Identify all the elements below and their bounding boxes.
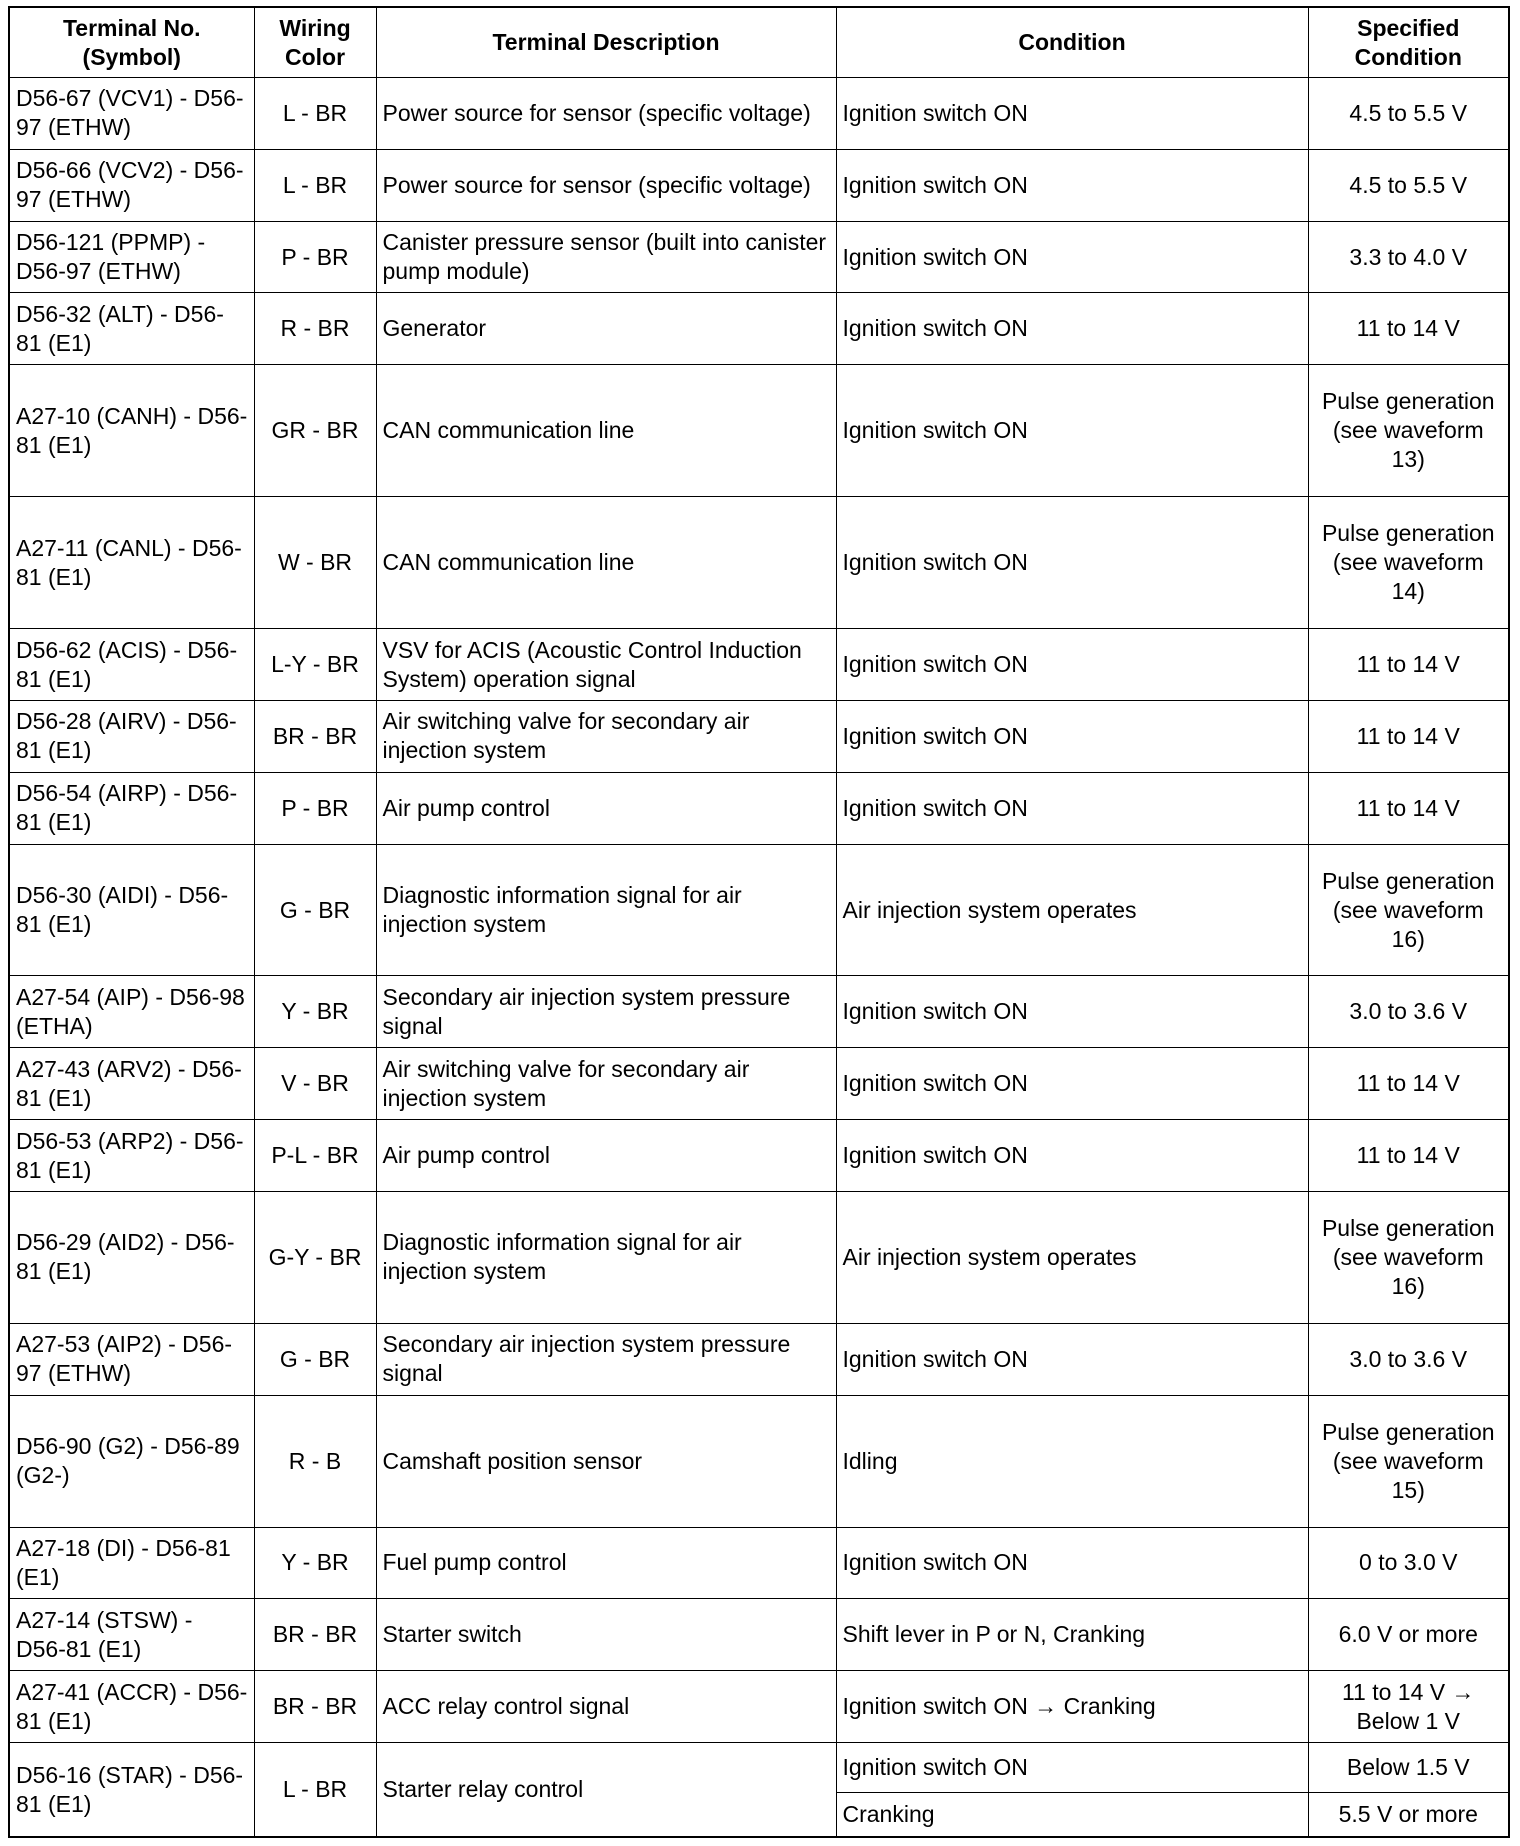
cell-wiring: G-Y - BR (254, 1191, 376, 1323)
cell-description: Canister pressure sensor (built into canister pump module) (376, 221, 836, 293)
cell-wiring: L - BR (254, 78, 376, 150)
cell-wiring: P - BR (254, 221, 376, 293)
cell-wiring: R - BR (254, 293, 376, 365)
cell-specified: Pulse generation (see waveform 15) (1308, 1395, 1509, 1527)
table-row (9, 1323, 1509, 1395)
header-description: Terminal Description (376, 7, 836, 78)
cell-terminal: A27-18 (DI) - D56-81 (E1) (9, 1527, 254, 1599)
table-row (9, 1599, 1509, 1671)
cell-description: Secondary air injection system pressure signal (376, 1323, 836, 1395)
cell-condition: Ignition switch ON (836, 976, 1308, 1048)
cell-description: Generator (376, 293, 836, 365)
table-row (9, 149, 1509, 221)
cell-description: CAN communication line (376, 365, 836, 497)
cell-specified: 11 to 14 V (1308, 293, 1509, 365)
cell-condition: Ignition switch ON → Cranking (836, 1671, 1308, 1743)
cell-specified: Pulse generation (see waveform 14) (1308, 497, 1509, 629)
cell-terminal: D56-29 (AID2) - D56-81 (E1) (9, 1191, 254, 1323)
cell-specified: 11 to 14 V (1308, 772, 1509, 844)
cell-wiring: P - BR (254, 772, 376, 844)
cell-description: Power source for sensor (specific voltage) (376, 149, 836, 221)
cell-condition: Cranking (836, 1792, 1308, 1837)
cell-condition: Ignition switch ON (836, 221, 1308, 293)
cell-terminal: A27-10 (CANH) - D56-81 (E1) (9, 365, 254, 497)
cell-wiring: Y - BR (254, 976, 376, 1048)
cell-specified: 4.5 to 5.5 V (1308, 78, 1509, 150)
cell-terminal: D56-67 (VCV1) - D56-97 (ETHW) (9, 78, 254, 150)
table-row (9, 1191, 1509, 1323)
cell-specified: 11 to 14 V (1308, 1120, 1509, 1192)
cell-wiring: BR - BR (254, 1671, 376, 1743)
cell-specified: 11 to 14 V (1308, 700, 1509, 772)
cell-description: Starter switch (376, 1599, 836, 1671)
cell-condition: Ignition switch ON (836, 772, 1308, 844)
table-row (9, 700, 1509, 772)
cell-description: Power source for sensor (specific voltage) (376, 78, 836, 150)
cell-condition: Ignition switch ON (836, 365, 1308, 497)
header-wiring: Wiring Color (254, 7, 376, 78)
cell-terminal: A27-54 (AIP) - D56-98 (ETHA) (9, 976, 254, 1048)
cell-wiring: G - BR (254, 1323, 376, 1395)
cell-condition: Ignition switch ON (836, 78, 1308, 150)
cell-description: Fuel pump control (376, 1527, 836, 1599)
cell-condition: Ignition switch ON (836, 1323, 1308, 1395)
cell-terminal: A27-11 (CANL) - D56-81 (E1) (9, 497, 254, 629)
terminal-table (8, 6, 1510, 1838)
cell-specified: 3.3 to 4.0 V (1308, 221, 1509, 293)
table-body (9, 78, 1509, 1838)
cell-wiring: Y - BR (254, 1527, 376, 1599)
header-terminal: Terminal No. (Symbol) (9, 7, 254, 78)
cell-description: Air switching valve for secondary air injection system (376, 700, 836, 772)
cell-terminal: A27-53 (AIP2) - D56-97 (ETHW) (9, 1323, 254, 1395)
cell-specified: Pulse generation (see waveform 16) (1308, 1191, 1509, 1323)
cell-description: Starter relay control (376, 1743, 836, 1837)
cell-condition: Ignition switch ON (836, 700, 1308, 772)
cell-condition: Ignition switch ON (836, 1527, 1308, 1599)
cell-wiring: L - BR (254, 1743, 376, 1837)
cell-condition: Air injection system operates (836, 844, 1308, 976)
cell-description: Air switching valve for secondary air injection system (376, 1048, 836, 1120)
cell-terminal: D56-121 (PPMP) - D56-97 (ETHW) (9, 221, 254, 293)
cell-condition: Ignition switch ON (836, 629, 1308, 701)
table-row (9, 497, 1509, 629)
table-row (9, 1048, 1509, 1120)
cell-description: Diagnostic information signal for air injection system (376, 844, 836, 976)
cell-wiring: BR - BR (254, 1599, 376, 1671)
cell-specified: 6.0 V or more (1308, 1599, 1509, 1671)
cell-condition: Ignition switch ON (836, 1048, 1308, 1120)
cell-terminal: D56-90 (G2) - D56-89 (G2-) (9, 1395, 254, 1527)
cell-description: CAN communication line (376, 497, 836, 629)
cell-terminal: A27-41 (ACCR) - D56-81 (E1) (9, 1671, 254, 1743)
cell-wiring: L - BR (254, 149, 376, 221)
cell-wiring: BR - BR (254, 700, 376, 772)
cell-terminal: D56-62 (ACIS) - D56-81 (E1) (9, 629, 254, 701)
cell-specified: 4.5 to 5.5 V (1308, 149, 1509, 221)
table-row (9, 772, 1509, 844)
cell-wiring: W - BR (254, 497, 376, 629)
cell-terminal: D56-16 (STAR) - D56-81 (E1) (9, 1743, 254, 1837)
cell-condition: Idling (836, 1395, 1308, 1527)
table-row (9, 1671, 1509, 1743)
cell-specified: Below 1.5 V (1308, 1743, 1509, 1792)
cell-condition: Ignition switch ON (836, 497, 1308, 629)
cell-description: VSV for ACIS (Acoustic Control Induction System) operation signal (376, 629, 836, 701)
cell-description: Air pump control (376, 772, 836, 844)
table-row (9, 1527, 1509, 1599)
table-row (9, 1743, 1509, 1792)
table-row (9, 844, 1509, 976)
cell-terminal: D56-32 (ALT) - D56-81 (E1) (9, 293, 254, 365)
cell-wiring: L-Y - BR (254, 629, 376, 701)
table-row (9, 976, 1509, 1048)
cell-wiring: G - BR (254, 844, 376, 976)
cell-wiring: R - B (254, 1395, 376, 1527)
header-specified: Specified Condition (1308, 7, 1509, 78)
cell-description: Diagnostic information signal for air injection system (376, 1191, 836, 1323)
cell-description: Air pump control (376, 1120, 836, 1192)
cell-wiring: V - BR (254, 1048, 376, 1120)
cell-description: Camshaft position sensor (376, 1395, 836, 1527)
cell-condition: Ignition switch ON (836, 293, 1308, 365)
table-row (9, 78, 1509, 150)
cell-specified: 11 to 14 V (1308, 1048, 1509, 1120)
cell-specified: 3.0 to 3.6 V (1308, 1323, 1509, 1395)
table-row (9, 1395, 1509, 1527)
cell-specified: Pulse generation (see waveform 16) (1308, 844, 1509, 976)
cell-condition: Ignition switch ON (836, 1120, 1308, 1192)
header-row (9, 7, 1509, 78)
table-row (9, 1120, 1509, 1192)
cell-specified: Pulse generation (see waveform 13) (1308, 365, 1509, 497)
cell-terminal: D56-28 (AIRV) - D56-81 (E1) (9, 700, 254, 772)
cell-specified: 0 to 3.0 V (1308, 1527, 1509, 1599)
table-row (9, 293, 1509, 365)
cell-condition: Air injection system operates (836, 1191, 1308, 1323)
cell-terminal: A27-14 (STSW) - D56-81 (E1) (9, 1599, 254, 1671)
table-row (9, 221, 1509, 293)
cell-condition: Ignition switch ON (836, 1743, 1308, 1792)
cell-terminal: A27-43 (ARV2) - D56-81 (E1) (9, 1048, 254, 1120)
cell-terminal: D56-53 (ARP2) - D56-81 (E1) (9, 1120, 254, 1192)
cell-specified: 3.0 to 3.6 V (1308, 976, 1509, 1048)
cell-specified: 5.5 V or more (1308, 1792, 1509, 1837)
cell-terminal: D56-30 (AIDI) - D56-81 (E1) (9, 844, 254, 976)
table-row (9, 365, 1509, 497)
cell-wiring: P-L - BR (254, 1120, 376, 1192)
table-row (9, 629, 1509, 701)
cell-description: ACC relay control signal (376, 1671, 836, 1743)
cell-terminal: D56-54 (AIRP) - D56-81 (E1) (9, 772, 254, 844)
cell-specified: 11 to 14 V (1308, 629, 1509, 701)
cell-terminal: D56-66 (VCV2) - D56-97 (ETHW) (9, 149, 254, 221)
cell-description: Secondary air injection system pressure signal (376, 976, 836, 1048)
header-condition: Condition (836, 7, 1308, 78)
cell-wiring: GR - BR (254, 365, 376, 497)
cell-condition: Shift lever in P or N, Cranking (836, 1599, 1308, 1671)
cell-condition: Ignition switch ON (836, 149, 1308, 221)
cell-specified: 11 to 14 V → Below 1 V (1308, 1671, 1509, 1743)
